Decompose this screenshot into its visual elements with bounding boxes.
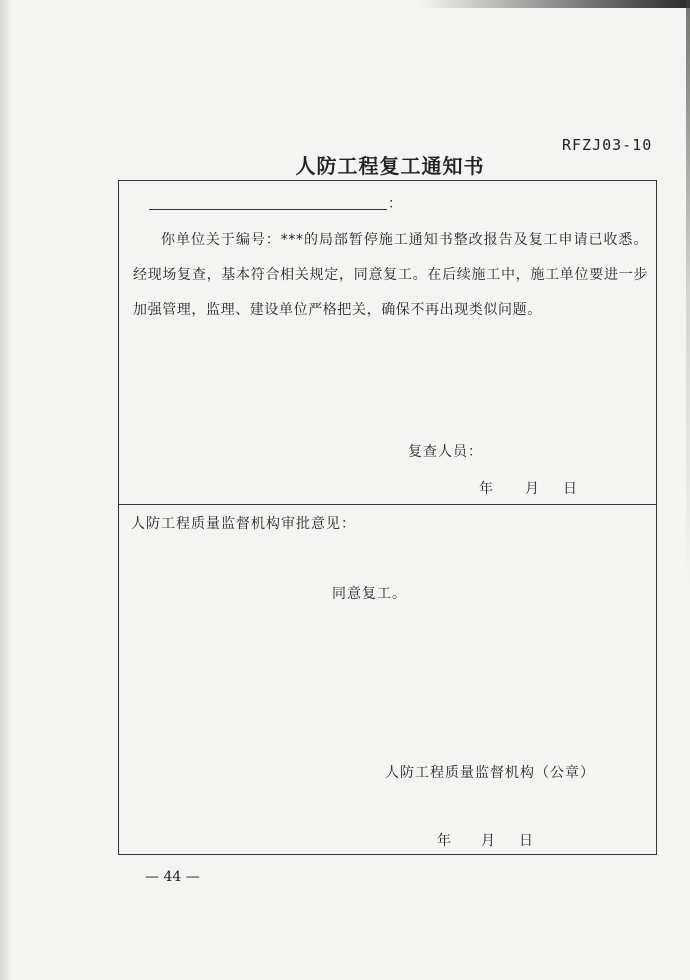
reviewer-date bbox=[479, 478, 577, 498]
date-day: 日 bbox=[519, 833, 533, 849]
date-day: 日 bbox=[563, 481, 577, 497]
page-number: — 44 — bbox=[145, 869, 200, 885]
section-divider bbox=[119, 504, 656, 505]
approval-opinion: 同意复工。 bbox=[332, 586, 407, 602]
approval-opinion-label: 人防工程质量监督机构审批意见： bbox=[131, 516, 356, 532]
date-month: 月 bbox=[481, 833, 495, 849]
page-title: 人防工程复工通知书 bbox=[295, 154, 485, 178]
notice-body: 你单位关于编号：***的局部暂停施工通知书整改报告及复工申请已收悉。经现场复查，基本符合相关规定，同意复工。在后续施工中，施工单位要进一步加强管理，监理、建设单位严格把关，确保不再出现类似问题。 bbox=[133, 232, 648, 318]
date-year: 年 bbox=[437, 833, 451, 849]
scan-shadow-top bbox=[420, 0, 690, 8]
approval-date bbox=[437, 830, 533, 850]
reviewer-label: 复查人员： bbox=[408, 444, 483, 460]
scan-shadow-right bbox=[686, 0, 690, 980]
date-year: 年 bbox=[479, 481, 493, 497]
addressee-colon: ： bbox=[388, 196, 402, 212]
form-code: RFZJ03-10 bbox=[562, 136, 653, 154]
date-month: 月 bbox=[525, 481, 539, 497]
notice-form bbox=[118, 180, 657, 855]
organization-seal-line: 人防工程质量监督机构（公章） bbox=[385, 765, 595, 781]
addressee-blank-line bbox=[149, 209, 387, 210]
scan-shadow-left bbox=[0, 0, 12, 980]
